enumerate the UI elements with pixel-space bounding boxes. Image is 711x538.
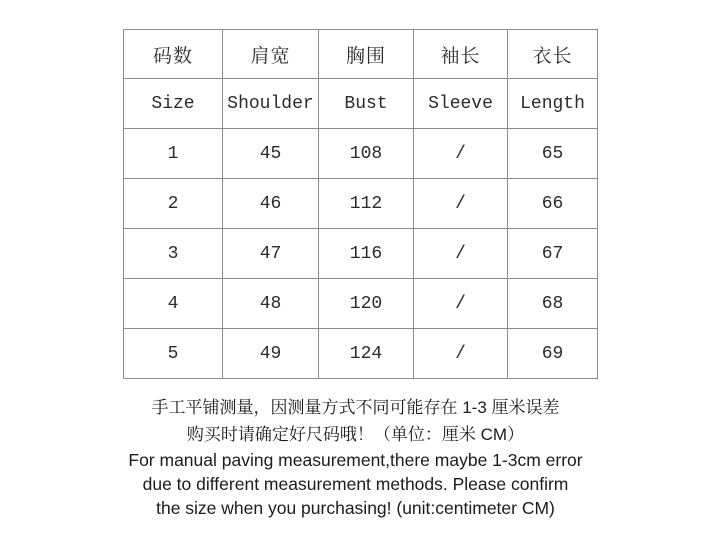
table-cell: 68 (508, 279, 598, 329)
table-cell: 2 (124, 179, 223, 229)
header-cell-bust-en: Bust (319, 79, 414, 129)
table-cell: 47 (223, 229, 319, 279)
table-cell: 49 (223, 329, 319, 379)
note-line-cn-2: 购买时请确定好尺码哦！（单位：厘米 CM） (186, 425, 525, 444)
table-cell: 67 (508, 229, 598, 279)
table-row (124, 279, 598, 329)
header-cell-sleeve-en: Sleeve (414, 79, 508, 129)
table-cell: 45 (223, 129, 319, 179)
table-body (124, 129, 598, 379)
header-cell-size-en: Size (124, 79, 223, 129)
header-cell-shoulder-cn: 肩宽 (223, 30, 319, 79)
measurement-notes (0, 394, 711, 520)
table-cell: 108 (319, 129, 414, 179)
table-cell: 5 (124, 329, 223, 379)
table-cell: 66 (508, 179, 598, 229)
table-cell: 1 (124, 129, 223, 179)
table-row (124, 179, 598, 229)
note-line-en-3: the size when you purchasing! (unit:centimeter CM) (156, 498, 555, 518)
table-cell: 3 (124, 229, 223, 279)
table-cell: 69 (508, 329, 598, 379)
table-cell: 46 (223, 179, 319, 229)
table-cell: 116 (319, 229, 414, 279)
table-header-row-cn (124, 30, 598, 79)
table-cell: / (414, 129, 508, 179)
table-cell: 124 (319, 329, 414, 379)
table-row (124, 129, 598, 179)
note-line-en-1: For manual paving measurement,there maybe 1-3cm error (128, 450, 583, 470)
table-cell: 120 (319, 279, 414, 329)
header-cell-length-cn: 衣长 (508, 30, 598, 79)
header-cell-shoulder-en: Shoulder (223, 79, 319, 129)
table-cell: 112 (319, 179, 414, 229)
table-cell: / (414, 229, 508, 279)
header-cell-size-cn: 码数 (124, 30, 223, 79)
header-cell-length-en: Length (508, 79, 598, 129)
header-cell-sleeve-cn: 袖长 (414, 30, 508, 79)
table-cell: 65 (508, 129, 598, 179)
table-cell: / (414, 329, 508, 379)
note-line-en-2: due to different measurement methods. Please confirm (142, 474, 569, 494)
table-cell: 48 (223, 279, 319, 329)
note-line-cn-1: 手工平铺测量，因测量方式不同可能存在 1-3 厘米误差 (151, 398, 560, 417)
table-row (124, 329, 598, 379)
table-row (124, 229, 598, 279)
table-cell: / (414, 179, 508, 229)
size-chart-table (123, 29, 598, 379)
header-cell-bust-cn: 胸围 (319, 30, 414, 79)
table-header-row-en (124, 79, 598, 129)
table-cell: 4 (124, 279, 223, 329)
table-cell: / (414, 279, 508, 329)
